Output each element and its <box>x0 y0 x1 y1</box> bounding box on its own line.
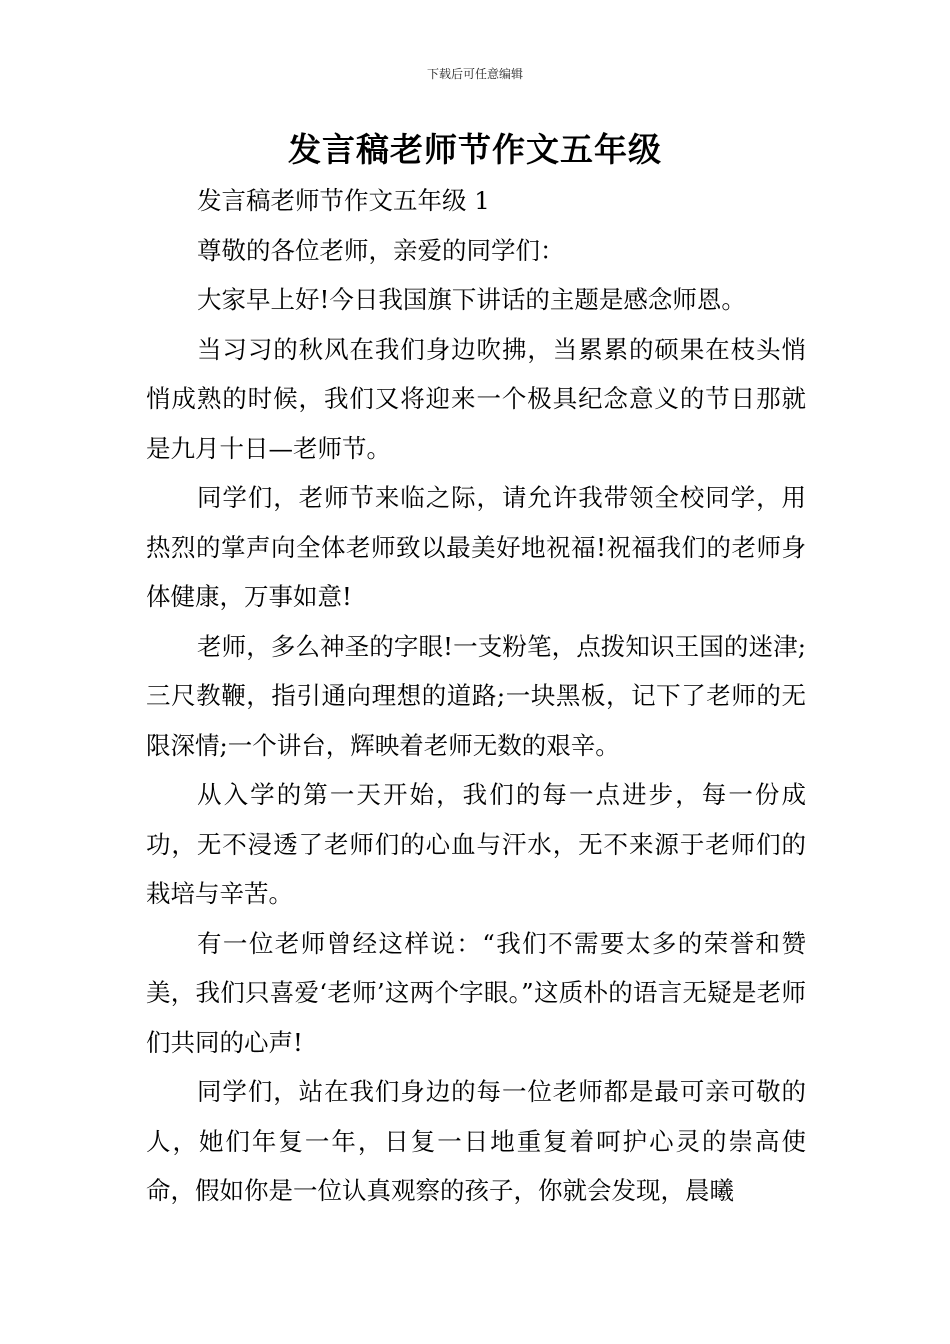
paragraph-quote: 有一位老师曾经这样说：“我们不需要太多的荣誉和赞美，我们只喜爱‘老师’这两个字眼。”这质朴的语言无疑是老师们共同的心声! <box>146 928 806 1057</box>
document-title: 发言稿老师节作文五年级 <box>288 130 662 169</box>
paragraph-classmates: 同学们，站在我们身边的每一位老师都是最可亲可敬的人，她们年复一年，日复一日地重复着呵护心灵的崇高使命，假如你是一位认真观察的孩子，你就会发现，晨曦 <box>146 1077 806 1205</box>
paragraph-subtitle: 发言稿老师节作文五年级 1 <box>197 186 490 215</box>
paragraph-teacher: 老师，多么神圣的字眼!一支粉笔，点拨知识王国的迷津;三尺教鞭，指引通向理想的道路;一块黑板，记下了老师的无限深情;一个讲台，辉映着老师无数的艰辛。 <box>146 631 806 760</box>
paragraph-progress: 从入学的第一天开始，我们的每一点进步，每一份成功，无不浸透了老师们的心血与汗水，无不来源于老师们的栽培与辛苦。 <box>146 780 806 908</box>
paragraph-salutation: 尊敬的各位老师，亲爱的同学们： <box>197 235 565 265</box>
paragraph-greeting: 大家早上好!今日我国旗下讲话的主题是感念师恩。 <box>197 285 746 314</box>
document-body <box>146 176 806 1216</box>
paragraph-blessing: 同学们，老师节来临之际，请允许我带领全校同学，用热烈的掌声向全体老师致以最美好地祝福!祝福我们的老师身体健康，万事如意! <box>146 483 806 611</box>
header-note: 下载后可任意编辑 <box>426 67 523 81</box>
paragraph-autumn: 当习习的秋风在我们身边吹拂，当累累的硕果在枝头悄悄成熟的时候，我们又将迎来一个极具纪念意义的节日那就是九月十日—老师节。 <box>146 334 806 463</box>
